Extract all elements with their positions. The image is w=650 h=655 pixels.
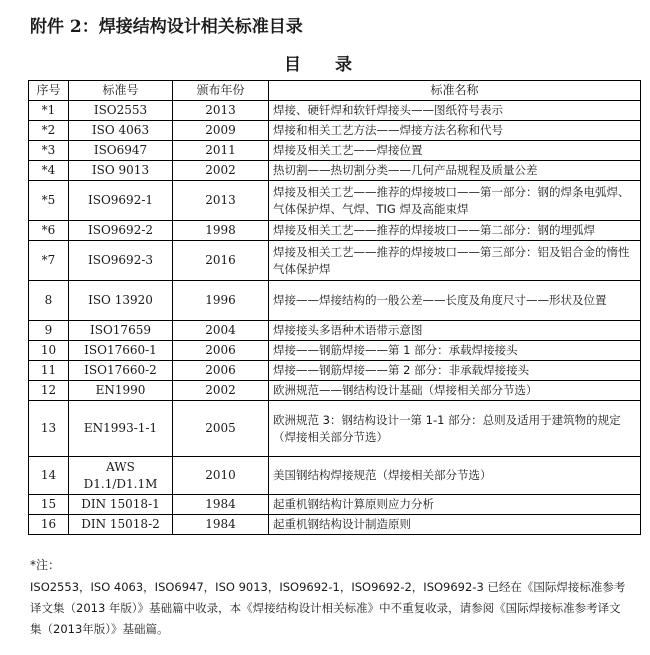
standard-code: ISO2553 — [69, 101, 173, 121]
standard-code: EN1993-1-1 — [69, 401, 173, 457]
publish-year: 2009 — [173, 121, 269, 141]
table-row — [29, 495, 641, 515]
row-number: 15 — [29, 495, 69, 515]
standard-code: DIN 15018-2 — [69, 515, 173, 535]
table-row — [29, 241, 641, 281]
row-number: 13 — [29, 401, 69, 457]
column-header-standard-name: 标准名称 — [269, 81, 641, 101]
standard-name: 起重机钢结构计算原则应力分析 — [269, 495, 641, 515]
standard-code: ISO 9013 — [69, 161, 173, 181]
row-number: *1 — [29, 101, 69, 121]
publish-year: 2011 — [173, 141, 269, 161]
table-row — [29, 361, 641, 381]
table-row — [29, 381, 641, 401]
document-title: 焊接结构设计相关标准目录 — [98, 17, 303, 37]
standard-name: 焊接和相关工艺方法——焊接方法名称和代号 — [269, 121, 641, 141]
standard-code: ISO9692-2 — [69, 221, 173, 241]
standard-name: 焊接及相关工艺——焊接位置 — [269, 141, 641, 161]
publish-year: 2002 — [173, 381, 269, 401]
row-number: *6 — [29, 221, 69, 241]
publish-year: 2013 — [173, 181, 269, 221]
standard-name: 焊接、硬钎焊和软钎焊接头——图纸符号表示 — [269, 101, 641, 121]
row-number: *2 — [29, 121, 69, 141]
standard-code: ISO17660-2 — [69, 361, 173, 381]
standard-name: 欧洲规范——钢结构设计基础（焊接相关部分节选） — [269, 381, 641, 401]
standard-name: 焊接及相关工艺——推荐的焊接坡口——第三部分：铝及铝合金的惰性气体保护焊 — [269, 241, 641, 281]
row-number: 14 — [29, 457, 69, 495]
publish-year: 1998 — [173, 221, 269, 241]
standard-name: 焊接接头多语种术语带示意图 — [269, 321, 641, 341]
column-header-year: 颁布年份 — [173, 81, 269, 101]
table-row — [29, 161, 641, 181]
standard-name: 美国钢结构焊接规范（焊接相关部分节选） — [269, 457, 641, 495]
standards-table — [28, 80, 641, 535]
standard-code: ISO 4063 — [69, 121, 173, 141]
publish-year: 2013 — [173, 101, 269, 121]
row-number: 10 — [29, 341, 69, 361]
row-number: 8 — [29, 281, 69, 321]
standard-code: EN1990 — [69, 381, 173, 401]
column-header-standard-code: 标准号 — [69, 81, 173, 101]
publish-year: 2004 — [173, 321, 269, 341]
table-row — [29, 281, 641, 321]
standard-name: 热切割——热切割分类——几何产品规程及质量公差 — [269, 161, 641, 181]
table-header-row — [29, 81, 641, 101]
publish-year: 1996 — [173, 281, 269, 321]
standard-name: 起重机钢结构设计制造原则 — [269, 515, 641, 535]
note-text: ISO2553，ISO 4063，ISO6947，ISO 9013，ISO9692-1，ISO9692-2，ISO9692-3 已经在《国际焊接标准参考译文集（2013 年版）》基础篇中收录，本《焊接结构设计相关标准》中不重复收录，请参阅《国际焊接标准参考译文集（2013年版）》基础篇。 — [30, 580, 626, 636]
row-number: *5 — [29, 181, 69, 221]
standard-name: 欧洲规范 3：钢结构设计一第 1-1 部分：总则及适用于建筑物的规定（焊接相关部分节选） — [269, 401, 641, 457]
row-number: 11 — [29, 361, 69, 381]
table-row — [29, 341, 641, 361]
row-number: *4 — [29, 161, 69, 181]
standard-name: 焊接——焊接结构的一般公差——长度及角度尺寸——形状及位置 — [269, 281, 641, 321]
row-number: 12 — [29, 381, 69, 401]
standard-code: ISO 13920 — [69, 281, 173, 321]
standard-name: 焊接——钢筋焊接——第 1 部分：承载焊接接头 — [269, 341, 641, 361]
row-number: 9 — [29, 321, 69, 341]
publish-year: 2016 — [173, 241, 269, 281]
standard-name: 焊接及相关工艺——推荐的焊接坡口——第二部分：钢的埋弧焊 — [269, 221, 641, 241]
table-row — [29, 401, 641, 457]
table-row — [29, 221, 641, 241]
standard-name: 焊接——钢筋焊接——第 2 部分：非承载焊接接头 — [269, 361, 641, 381]
standard-code: AWS D1.1/D1.1M — [69, 457, 173, 495]
table-row — [29, 181, 641, 221]
standard-code: DIN 15018-1 — [69, 495, 173, 515]
publish-year: 2010 — [173, 457, 269, 495]
table-row — [29, 457, 641, 495]
standard-code: ISO17659 — [69, 321, 173, 341]
standard-name: 焊接及相关工艺——推荐的焊接坡口——第一部分：钢的焊条电弧焊、气体保护焊、气焊、TIG 焊及高能束焊 — [269, 181, 641, 221]
row-number: *7 — [29, 241, 69, 281]
attachment-label: 附件 2： — [30, 17, 99, 37]
publish-year: 1984 — [173, 495, 269, 515]
standard-code: ISO6947 — [69, 141, 173, 161]
publish-year: 1984 — [173, 515, 269, 535]
attachment-heading — [30, 12, 303, 37]
row-number: *3 — [29, 141, 69, 161]
publish-year: 2006 — [173, 341, 269, 361]
publish-year: 2006 — [173, 361, 269, 381]
publish-year: 2005 — [173, 401, 269, 457]
column-header-number: 序号 — [29, 81, 69, 101]
toc-title: 目 录 — [284, 55, 366, 75]
table-row — [29, 121, 641, 141]
standard-code: ISO9692-3 — [69, 241, 173, 281]
table-row — [29, 515, 641, 535]
publish-year: 2002 — [173, 161, 269, 181]
row-number: 16 — [29, 515, 69, 535]
note-label: *注： — [30, 558, 61, 572]
table-row — [29, 321, 641, 341]
table-row — [29, 101, 641, 121]
standard-code: ISO17660-1 — [69, 341, 173, 361]
standard-code: ISO9692-1 — [69, 181, 173, 221]
table-row — [29, 141, 641, 161]
